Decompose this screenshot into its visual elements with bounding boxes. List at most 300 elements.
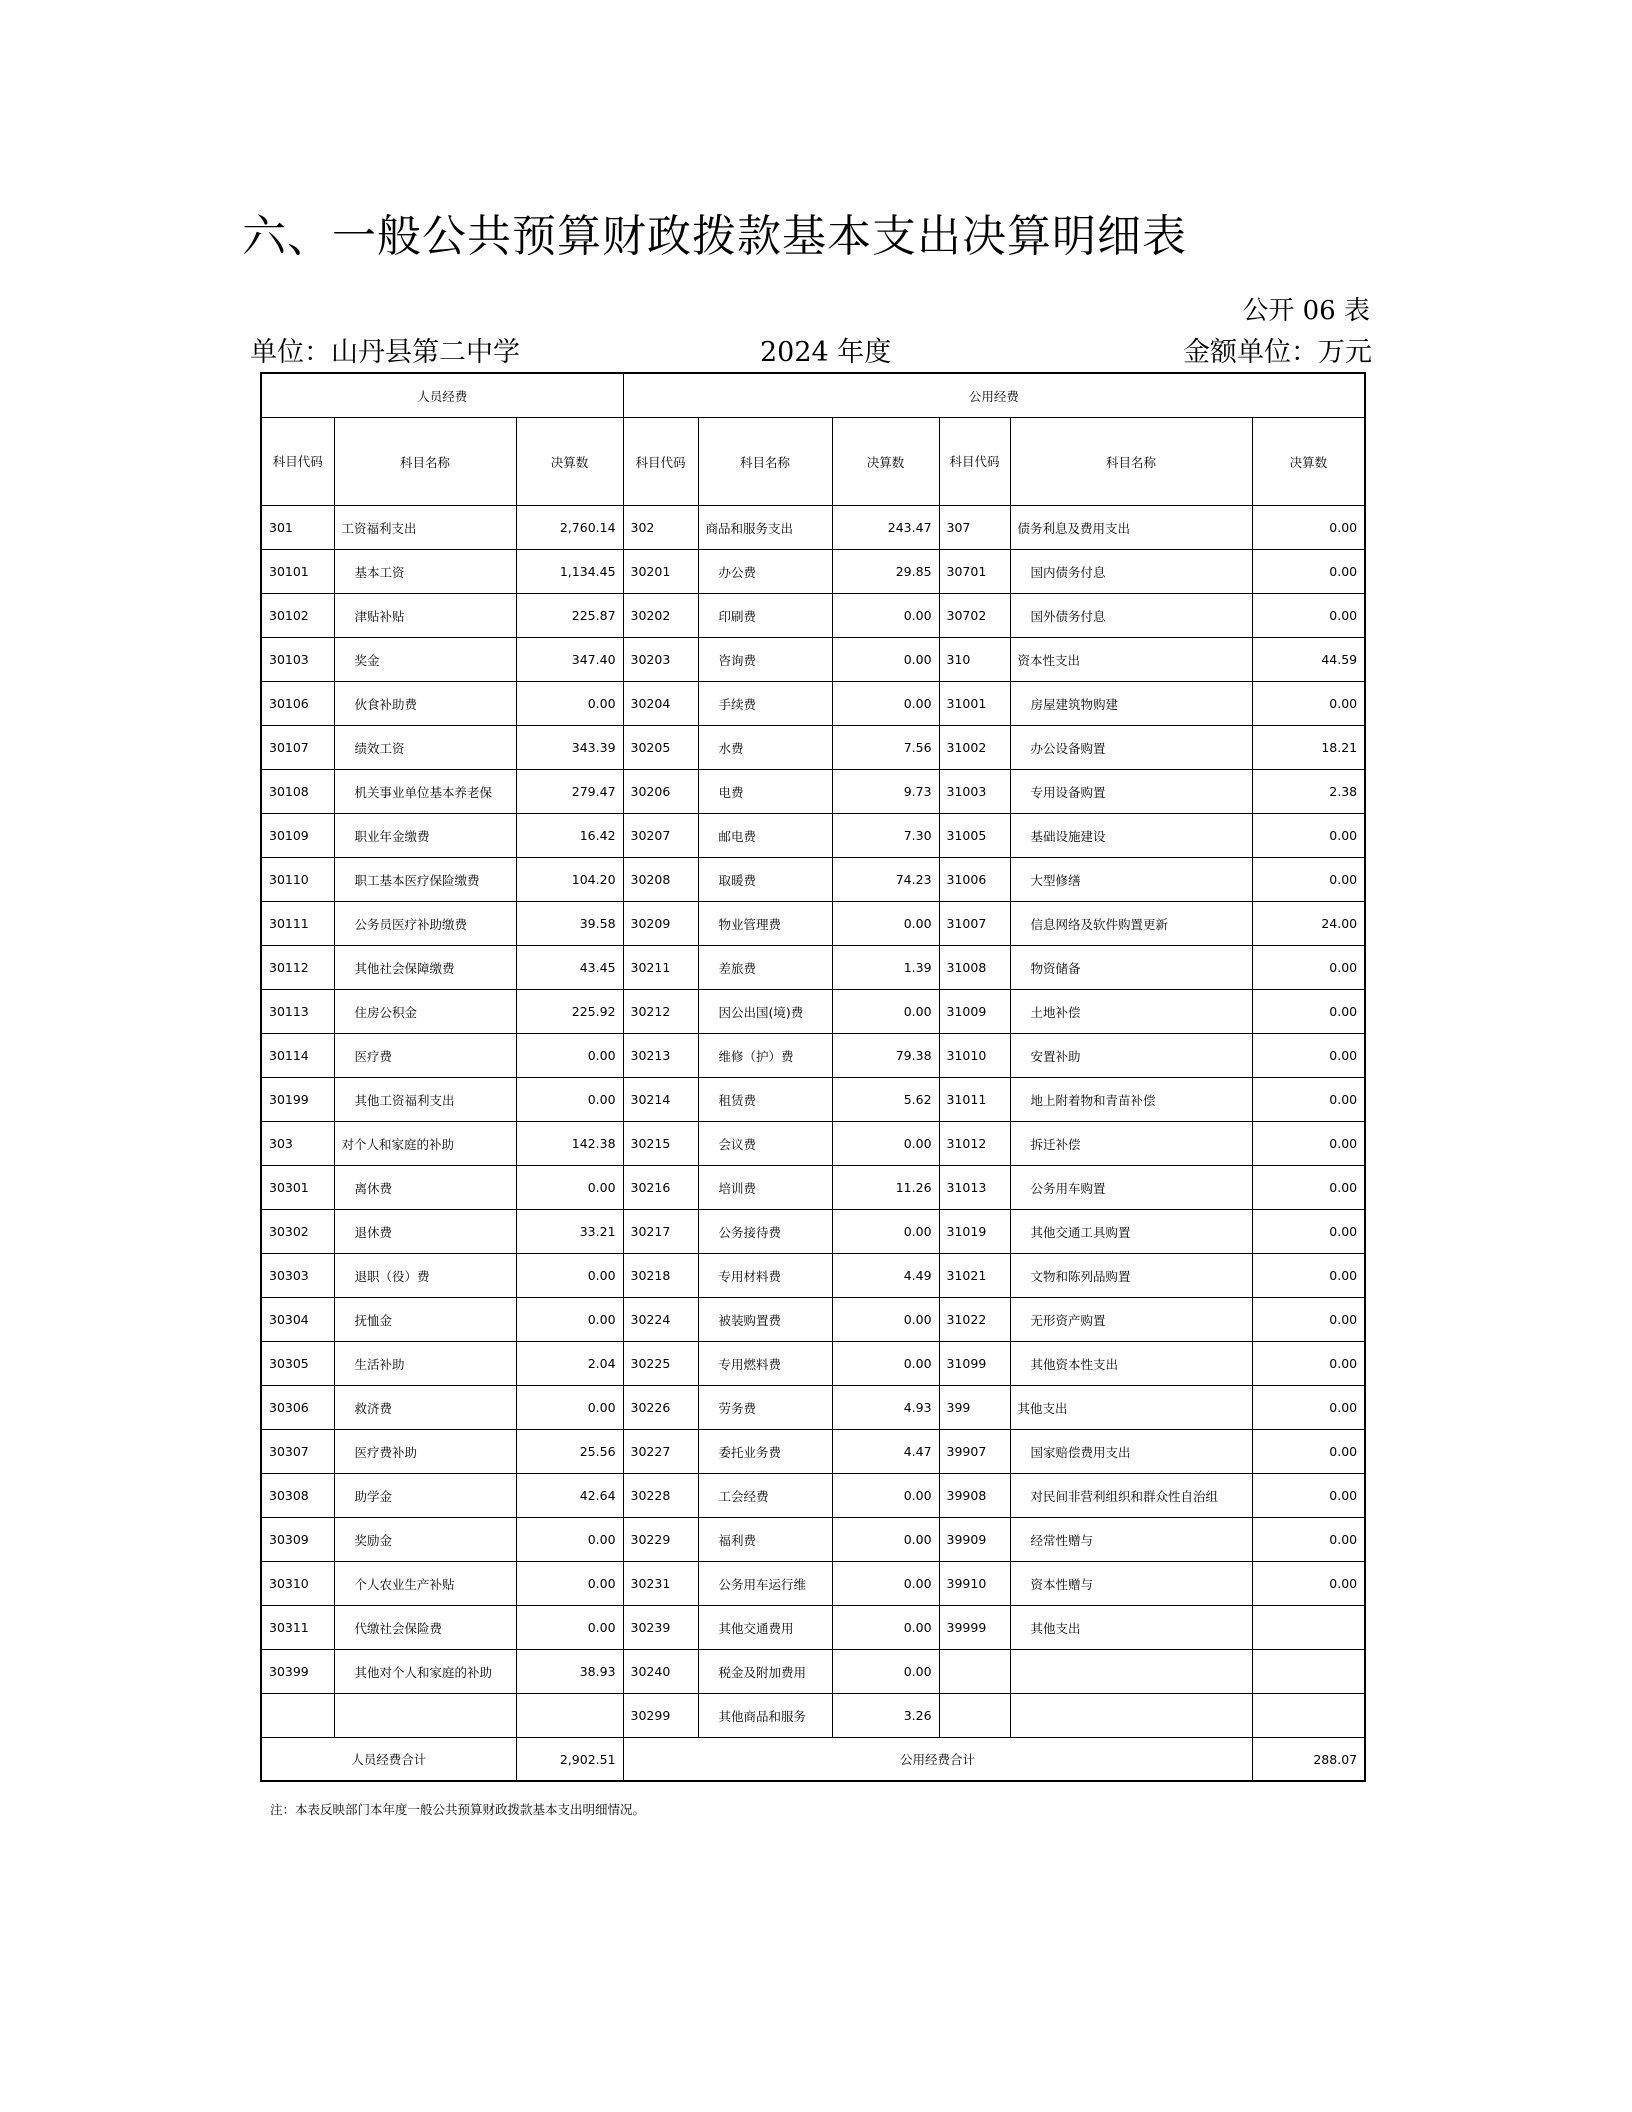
other-code-cell: 31021 xyxy=(939,1254,1010,1298)
goods-name-cell: 税金及附加费用 xyxy=(698,1650,832,1694)
goods-code-cell: 30206 xyxy=(623,770,698,814)
personnel-amount-cell: 0.00 xyxy=(516,1254,623,1298)
goods-code-cell: 30216 xyxy=(623,1166,698,1210)
goods-name-cell: 会议费 xyxy=(698,1122,832,1166)
personnel-code-cell: 30101 xyxy=(261,550,334,594)
goods-code-cell: 30202 xyxy=(623,594,698,638)
other-code-cell: 31001 xyxy=(939,682,1010,726)
goods-code-cell: 30208 xyxy=(623,858,698,902)
personnel-code-cell: 30111 xyxy=(261,902,334,946)
personnel-amount-cell: 25.56 xyxy=(516,1430,623,1474)
goods-name-cell: 公务用车运行维 xyxy=(698,1562,832,1606)
other-amount-cell: 0.00 xyxy=(1252,990,1365,1034)
goods-name-cell: 电费 xyxy=(698,770,832,814)
goods-code-cell: 30227 xyxy=(623,1430,698,1474)
other-name-cell: 土地补偿 xyxy=(1010,990,1252,1034)
goods-amount-cell: 0.00 xyxy=(832,1606,939,1650)
goods-name-cell: 专用材料费 xyxy=(698,1254,832,1298)
goods-name-cell: 劳务费 xyxy=(698,1386,832,1430)
personnel-name-cell: 基本工资 xyxy=(334,550,516,594)
other-name-cell xyxy=(1010,1694,1252,1738)
other-amount-cell: 0.00 xyxy=(1252,1518,1365,1562)
goods-amount-cell: 0.00 xyxy=(832,990,939,1034)
other-amount-cell: 0.00 xyxy=(1252,1210,1365,1254)
other-name-cell: 信息网络及软件购置更新 xyxy=(1010,902,1252,946)
table-number: 公开 06 表 xyxy=(1242,296,1370,326)
goods-code-cell: 30214 xyxy=(623,1078,698,1122)
goods-amount-cell: 4.93 xyxy=(832,1386,939,1430)
goods-code-cell: 30203 xyxy=(623,638,698,682)
personnel-code-cell: 301 xyxy=(261,506,334,550)
personnel-name-cell: 其他工资福利支出 xyxy=(334,1078,516,1122)
goods-code-cell: 30201 xyxy=(623,550,698,594)
goods-code-cell: 30239 xyxy=(623,1606,698,1650)
other-code-cell: 39908 xyxy=(939,1474,1010,1518)
personnel-amount-cell: 142.38 xyxy=(516,1122,623,1166)
goods-amount-cell: 0.00 xyxy=(832,1562,939,1606)
table-row xyxy=(261,682,1365,726)
footnote: 注：本表反映部门本年度一般公共预算财政拨款基本支出明细情况。 xyxy=(270,1802,646,1817)
personnel-name-cell xyxy=(334,1694,516,1738)
personnel-amount-cell: 39.58 xyxy=(516,902,623,946)
other-name-cell: 安置补助 xyxy=(1010,1034,1252,1078)
personnel-name-cell: 其他对个人和家庭的补助 xyxy=(334,1650,516,1694)
table-row xyxy=(261,1166,1365,1210)
personnel-name-cell: 机关事业单位基本养老保 xyxy=(334,770,516,814)
public-group-header: 公用经费 xyxy=(623,373,1365,418)
goods-code-cell: 30231 xyxy=(623,1562,698,1606)
other-name-cell: 地上附着物和青苗补偿 xyxy=(1010,1078,1252,1122)
goods-amount-cell: 7.56 xyxy=(832,726,939,770)
other-code-cell: 31003 xyxy=(939,770,1010,814)
goods-amount-cell: 0.00 xyxy=(832,1342,939,1386)
goods-name-cell: 被装购置费 xyxy=(698,1298,832,1342)
other-name-cell: 大型修缮 xyxy=(1010,858,1252,902)
col-header-amount: 决算数 xyxy=(832,418,939,506)
personnel-amount-cell: 0.00 xyxy=(516,682,623,726)
other-name-cell: 其他资本性支出 xyxy=(1010,1342,1252,1386)
personnel-amount-cell: 2.04 xyxy=(516,1342,623,1386)
other-code-cell xyxy=(939,1694,1010,1738)
personnel-code-cell: 30304 xyxy=(261,1298,334,1342)
goods-name-cell: 办公费 xyxy=(698,550,832,594)
other-name-cell xyxy=(1010,1650,1252,1694)
goods-name-cell: 工会经费 xyxy=(698,1474,832,1518)
other-code-cell: 39910 xyxy=(939,1562,1010,1606)
personnel-amount-cell: 42.64 xyxy=(516,1474,623,1518)
goods-code-cell: 30215 xyxy=(623,1122,698,1166)
col-header-code: 科目代码 xyxy=(261,418,334,506)
other-amount-cell: 2.38 xyxy=(1252,770,1365,814)
personnel-code-cell: 303 xyxy=(261,1122,334,1166)
personnel-name-cell: 退休费 xyxy=(334,1210,516,1254)
personnel-name-cell: 个人农业生产补贴 xyxy=(334,1562,516,1606)
personnel-amount-cell: 347.40 xyxy=(516,638,623,682)
col-header-code: 科目代码 xyxy=(939,418,1010,506)
goods-code-cell: 30225 xyxy=(623,1342,698,1386)
other-code-cell: 30701 xyxy=(939,550,1010,594)
other-amount-cell xyxy=(1252,1650,1365,1694)
other-code-cell: 31012 xyxy=(939,1122,1010,1166)
goods-name-cell: 其他交通费用 xyxy=(698,1606,832,1650)
personnel-code-cell: 30106 xyxy=(261,682,334,726)
amount-unit-label: 金额单位：万元 xyxy=(1183,337,1372,368)
goods-amount-cell: 0.00 xyxy=(832,1650,939,1694)
other-amount-cell: 0.00 xyxy=(1252,1430,1365,1474)
other-name-cell: 无形资产购置 xyxy=(1010,1298,1252,1342)
personnel-amount-cell: 1,134.45 xyxy=(516,550,623,594)
goods-code-cell: 30240 xyxy=(623,1650,698,1694)
other-code-cell: 39907 xyxy=(939,1430,1010,1474)
personnel-code-cell xyxy=(261,1694,334,1738)
personnel-amount-cell: 33.21 xyxy=(516,1210,623,1254)
other-code-cell: 307 xyxy=(939,506,1010,550)
other-amount-cell: 0.00 xyxy=(1252,1386,1365,1430)
public-total-amount: 288.07 xyxy=(1252,1738,1365,1782)
unit-label: 单位：山丹县第二中学 xyxy=(250,337,520,368)
personnel-amount-cell: 0.00 xyxy=(516,1034,623,1078)
goods-code-cell: 302 xyxy=(623,506,698,550)
personnel-name-cell: 工资福利支出 xyxy=(334,506,516,550)
other-code-cell: 310 xyxy=(939,638,1010,682)
page-title: 六、一般公共预算财政拨款基本支出决算明细表 xyxy=(242,211,1187,262)
goods-name-cell: 其他商品和服务 xyxy=(698,1694,832,1738)
goods-code-cell: 30218 xyxy=(623,1254,698,1298)
personnel-name-cell: 奖励金 xyxy=(334,1518,516,1562)
personnel-name-cell: 抚恤金 xyxy=(334,1298,516,1342)
other-code-cell: 30702 xyxy=(939,594,1010,638)
table-row xyxy=(261,1606,1365,1650)
other-amount-cell: 0.00 xyxy=(1252,814,1365,858)
goods-name-cell: 因公出国(境)费 xyxy=(698,990,832,1034)
table-row xyxy=(261,1474,1365,1518)
other-name-cell: 其他交通工具购置 xyxy=(1010,1210,1252,1254)
table-row xyxy=(261,1122,1365,1166)
personnel-amount-cell: 0.00 xyxy=(516,1562,623,1606)
table-row xyxy=(261,638,1365,682)
goods-amount-cell: 4.47 xyxy=(832,1430,939,1474)
personnel-code-cell: 30301 xyxy=(261,1166,334,1210)
personnel-amount-cell: 43.45 xyxy=(516,946,623,990)
table-row xyxy=(261,1078,1365,1122)
other-code-cell: 31002 xyxy=(939,726,1010,770)
personnel-code-cell: 30310 xyxy=(261,1562,334,1606)
personnel-name-cell: 奖金 xyxy=(334,638,516,682)
goods-name-cell: 邮电费 xyxy=(698,814,832,858)
personnel-amount-cell: 0.00 xyxy=(516,1166,623,1210)
personnel-code-cell: 30309 xyxy=(261,1518,334,1562)
col-header-amount: 决算数 xyxy=(516,418,623,506)
personnel-amount-cell: 16.42 xyxy=(516,814,623,858)
other-amount-cell: 0.00 xyxy=(1252,1034,1365,1078)
goods-name-cell: 商品和服务支出 xyxy=(698,506,832,550)
personnel-name-cell: 退职（役）费 xyxy=(334,1254,516,1298)
other-code-cell: 31010 xyxy=(939,1034,1010,1078)
other-code-cell: 399 xyxy=(939,1386,1010,1430)
unit-line xyxy=(250,330,1372,366)
goods-amount-cell: 29.85 xyxy=(832,550,939,594)
personnel-code-cell: 30305 xyxy=(261,1342,334,1386)
personnel-name-cell: 公务员医疗补助缴费 xyxy=(334,902,516,946)
goods-amount-cell: 74.23 xyxy=(832,858,939,902)
personnel-amount-cell: 279.47 xyxy=(516,770,623,814)
goods-name-cell: 咨询费 xyxy=(698,638,832,682)
goods-name-cell: 专用燃料费 xyxy=(698,1342,832,1386)
public-total-label: 公用经费合计 xyxy=(623,1738,1252,1782)
goods-name-cell: 委托业务费 xyxy=(698,1430,832,1474)
other-code-cell: 31007 xyxy=(939,902,1010,946)
other-name-cell: 资本性赠与 xyxy=(1010,1562,1252,1606)
table-row xyxy=(261,1518,1365,1562)
goods-code-cell: 30299 xyxy=(623,1694,698,1738)
table-row xyxy=(261,1034,1365,1078)
other-name-cell: 拆迁补偿 xyxy=(1010,1122,1252,1166)
goods-name-cell: 差旅费 xyxy=(698,946,832,990)
personnel-name-cell: 对个人和家庭的补助 xyxy=(334,1122,516,1166)
goods-name-cell: 福利费 xyxy=(698,1518,832,1562)
goods-amount-cell: 5.62 xyxy=(832,1078,939,1122)
personnel-total-amount: 2,902.51 xyxy=(516,1738,623,1782)
table-row xyxy=(261,594,1365,638)
other-amount-cell: 18.21 xyxy=(1252,726,1365,770)
goods-name-cell: 物业管理费 xyxy=(698,902,832,946)
other-name-cell: 基础设施建设 xyxy=(1010,814,1252,858)
personnel-amount-cell: 0.00 xyxy=(516,1078,623,1122)
col-header-name: 科目名称 xyxy=(1010,418,1252,506)
other-amount-cell: 44.59 xyxy=(1252,638,1365,682)
goods-amount-cell: 3.26 xyxy=(832,1694,939,1738)
table-row xyxy=(261,1254,1365,1298)
personnel-code-cell: 30114 xyxy=(261,1034,334,1078)
other-amount-cell: 0.00 xyxy=(1252,1474,1365,1518)
personnel-name-cell: 津贴补贴 xyxy=(334,594,516,638)
personnel-name-cell: 职业年金缴费 xyxy=(334,814,516,858)
other-amount-cell: 24.00 xyxy=(1252,902,1365,946)
goods-code-cell: 30229 xyxy=(623,1518,698,1562)
other-code-cell xyxy=(939,1650,1010,1694)
other-name-cell: 公务用车购置 xyxy=(1010,1166,1252,1210)
col-header-name: 科目名称 xyxy=(334,418,516,506)
personnel-code-cell: 30307 xyxy=(261,1430,334,1474)
personnel-name-cell: 医疗费补助 xyxy=(334,1430,516,1474)
other-name-cell: 经常性赠与 xyxy=(1010,1518,1252,1562)
goods-amount-cell: 0.00 xyxy=(832,1122,939,1166)
personnel-name-cell: 伙食补助费 xyxy=(334,682,516,726)
personnel-code-cell: 30112 xyxy=(261,946,334,990)
other-name-cell: 其他支出 xyxy=(1010,1606,1252,1650)
other-name-cell: 资本性支出 xyxy=(1010,638,1252,682)
personnel-code-cell: 30302 xyxy=(261,1210,334,1254)
goods-name-cell: 取暖费 xyxy=(698,858,832,902)
other-code-cell: 31011 xyxy=(939,1078,1010,1122)
table-row xyxy=(261,990,1365,1034)
other-code-cell: 31099 xyxy=(939,1342,1010,1386)
goods-code-cell: 30204 xyxy=(623,682,698,726)
year-label: 2024 年度 xyxy=(760,337,892,368)
table-row xyxy=(261,550,1365,594)
other-code-cell: 31006 xyxy=(939,858,1010,902)
goods-amount-cell: 243.47 xyxy=(832,506,939,550)
other-code-cell: 31009 xyxy=(939,990,1010,1034)
table-row xyxy=(261,1342,1365,1386)
other-name-cell: 办公设备购置 xyxy=(1010,726,1252,770)
other-code-cell: 39909 xyxy=(939,1518,1010,1562)
personnel-total-label: 人员经费合计 xyxy=(261,1738,516,1782)
other-code-cell: 31022 xyxy=(939,1298,1010,1342)
other-amount-cell: 0.00 xyxy=(1252,550,1365,594)
personnel-code-cell: 30103 xyxy=(261,638,334,682)
goods-code-cell: 30213 xyxy=(623,1034,698,1078)
goods-name-cell: 手续费 xyxy=(698,682,832,726)
other-amount-cell: 0.00 xyxy=(1252,1562,1365,1606)
personnel-amount-cell: 38.93 xyxy=(516,1650,623,1694)
personnel-amount-cell: 225.87 xyxy=(516,594,623,638)
personnel-name-cell: 代缴社会保险费 xyxy=(334,1606,516,1650)
other-code-cell: 31019 xyxy=(939,1210,1010,1254)
other-code-cell: 39999 xyxy=(939,1606,1010,1650)
other-amount-cell: 0.00 xyxy=(1252,858,1365,902)
personnel-name-cell: 绩效工资 xyxy=(334,726,516,770)
other-name-cell: 其他支出 xyxy=(1010,1386,1252,1430)
personnel-code-cell: 30199 xyxy=(261,1078,334,1122)
goods-code-cell: 30209 xyxy=(623,902,698,946)
other-amount-cell: 0.00 xyxy=(1252,1122,1365,1166)
goods-name-cell: 水费 xyxy=(698,726,832,770)
personnel-code-cell: 30110 xyxy=(261,858,334,902)
goods-code-cell: 30226 xyxy=(623,1386,698,1430)
table-row xyxy=(261,946,1365,990)
goods-amount-cell: 0.00 xyxy=(832,1298,939,1342)
goods-amount-cell: 7.30 xyxy=(832,814,939,858)
goods-name-cell: 培训费 xyxy=(698,1166,832,1210)
goods-amount-cell: 0.00 xyxy=(832,1474,939,1518)
personnel-group-header: 人员经费 xyxy=(261,373,623,418)
goods-code-cell: 30212 xyxy=(623,990,698,1034)
other-amount-cell: 0.00 xyxy=(1252,1298,1365,1342)
other-amount-cell: 0.00 xyxy=(1252,1342,1365,1386)
table-row xyxy=(261,858,1365,902)
table-row xyxy=(261,1694,1365,1738)
table-row xyxy=(261,506,1365,550)
other-code-cell: 31013 xyxy=(939,1166,1010,1210)
other-name-cell: 对民间非营利组织和群众性自治组 xyxy=(1010,1474,1252,1518)
col-header-code: 科目代码 xyxy=(623,418,698,506)
personnel-amount-cell: 0.00 xyxy=(516,1606,623,1650)
goods-amount-cell: 4.49 xyxy=(832,1254,939,1298)
personnel-code-cell: 30109 xyxy=(261,814,334,858)
goods-amount-cell: 1.39 xyxy=(832,946,939,990)
personnel-amount-cell: 343.39 xyxy=(516,726,623,770)
goods-amount-cell: 79.38 xyxy=(832,1034,939,1078)
personnel-code-cell: 30303 xyxy=(261,1254,334,1298)
other-amount-cell: 0.00 xyxy=(1252,682,1365,726)
other-name-cell: 国外债务付息 xyxy=(1010,594,1252,638)
goods-code-cell: 30224 xyxy=(623,1298,698,1342)
goods-name-cell: 公务接待费 xyxy=(698,1210,832,1254)
goods-amount-cell: 0.00 xyxy=(832,638,939,682)
col-header-amount: 决算数 xyxy=(1252,418,1365,506)
other-amount-cell: 0.00 xyxy=(1252,1254,1365,1298)
goods-code-cell: 30207 xyxy=(623,814,698,858)
personnel-name-cell: 住房公积金 xyxy=(334,990,516,1034)
other-amount-cell: 0.00 xyxy=(1252,946,1365,990)
other-amount-cell xyxy=(1252,1694,1365,1738)
other-code-cell: 31005 xyxy=(939,814,1010,858)
table-row xyxy=(261,1650,1365,1694)
goods-name-cell: 维修（护）费 xyxy=(698,1034,832,1078)
other-amount-cell xyxy=(1252,1606,1365,1650)
goods-name-cell: 租赁费 xyxy=(698,1078,832,1122)
goods-amount-cell: 11.26 xyxy=(832,1166,939,1210)
table-row xyxy=(261,1298,1365,1342)
other-amount-cell: 0.00 xyxy=(1252,506,1365,550)
goods-amount-cell: 0.00 xyxy=(832,594,939,638)
table-row xyxy=(261,1386,1365,1430)
personnel-name-cell: 离休费 xyxy=(334,1166,516,1210)
table-row xyxy=(261,770,1365,814)
other-name-cell: 物资储备 xyxy=(1010,946,1252,990)
personnel-code-cell: 30108 xyxy=(261,770,334,814)
personnel-name-cell: 助学金 xyxy=(334,1474,516,1518)
table-row xyxy=(261,1210,1365,1254)
personnel-amount-cell: 0.00 xyxy=(516,1298,623,1342)
other-amount-cell: 0.00 xyxy=(1252,594,1365,638)
other-amount-cell: 0.00 xyxy=(1252,1166,1365,1210)
goods-code-cell: 30228 xyxy=(623,1474,698,1518)
personnel-code-cell: 30102 xyxy=(261,594,334,638)
goods-amount-cell: 0.00 xyxy=(832,1210,939,1254)
other-code-cell: 31008 xyxy=(939,946,1010,990)
personnel-name-cell: 医疗费 xyxy=(334,1034,516,1078)
personnel-code-cell: 30306 xyxy=(261,1386,334,1430)
table-row xyxy=(261,726,1365,770)
table-row xyxy=(261,1562,1365,1606)
other-amount-cell: 0.00 xyxy=(1252,1078,1365,1122)
goods-name-cell: 印刷费 xyxy=(698,594,832,638)
personnel-name-cell: 生活补助 xyxy=(334,1342,516,1386)
personnel-code-cell: 30107 xyxy=(261,726,334,770)
goods-amount-cell: 9.73 xyxy=(832,770,939,814)
personnel-name-cell: 其他社会保障缴费 xyxy=(334,946,516,990)
personnel-amount-cell: 104.20 xyxy=(516,858,623,902)
table-row xyxy=(261,902,1365,946)
personnel-code-cell: 30311 xyxy=(261,1606,334,1650)
goods-code-cell: 30217 xyxy=(623,1210,698,1254)
other-name-cell: 国内债务付息 xyxy=(1010,550,1252,594)
personnel-name-cell: 救济费 xyxy=(334,1386,516,1430)
other-name-cell: 文物和陈列品购置 xyxy=(1010,1254,1252,1298)
other-name-cell: 专用设备购置 xyxy=(1010,770,1252,814)
other-name-cell: 房屋建筑物购建 xyxy=(1010,682,1252,726)
table-body xyxy=(261,506,1365,1738)
goods-code-cell: 30205 xyxy=(623,726,698,770)
personnel-amount-cell: 2,760.14 xyxy=(516,506,623,550)
other-name-cell: 债务利息及费用支出 xyxy=(1010,506,1252,550)
personnel-name-cell: 职工基本医疗保险缴费 xyxy=(334,858,516,902)
personnel-amount-cell: 0.00 xyxy=(516,1518,623,1562)
goods-amount-cell: 0.00 xyxy=(832,902,939,946)
personnel-code-cell: 30113 xyxy=(261,990,334,1034)
col-header-name: 科目名称 xyxy=(698,418,832,506)
personnel-amount-cell xyxy=(516,1694,623,1738)
personnel-code-cell: 30399 xyxy=(261,1650,334,1694)
personnel-amount-cell: 225.92 xyxy=(516,990,623,1034)
personnel-amount-cell: 0.00 xyxy=(516,1386,623,1430)
goods-amount-cell: 0.00 xyxy=(832,682,939,726)
table-row xyxy=(261,814,1365,858)
other-name-cell: 国家赔偿费用支出 xyxy=(1010,1430,1252,1474)
table-row xyxy=(261,1430,1365,1474)
